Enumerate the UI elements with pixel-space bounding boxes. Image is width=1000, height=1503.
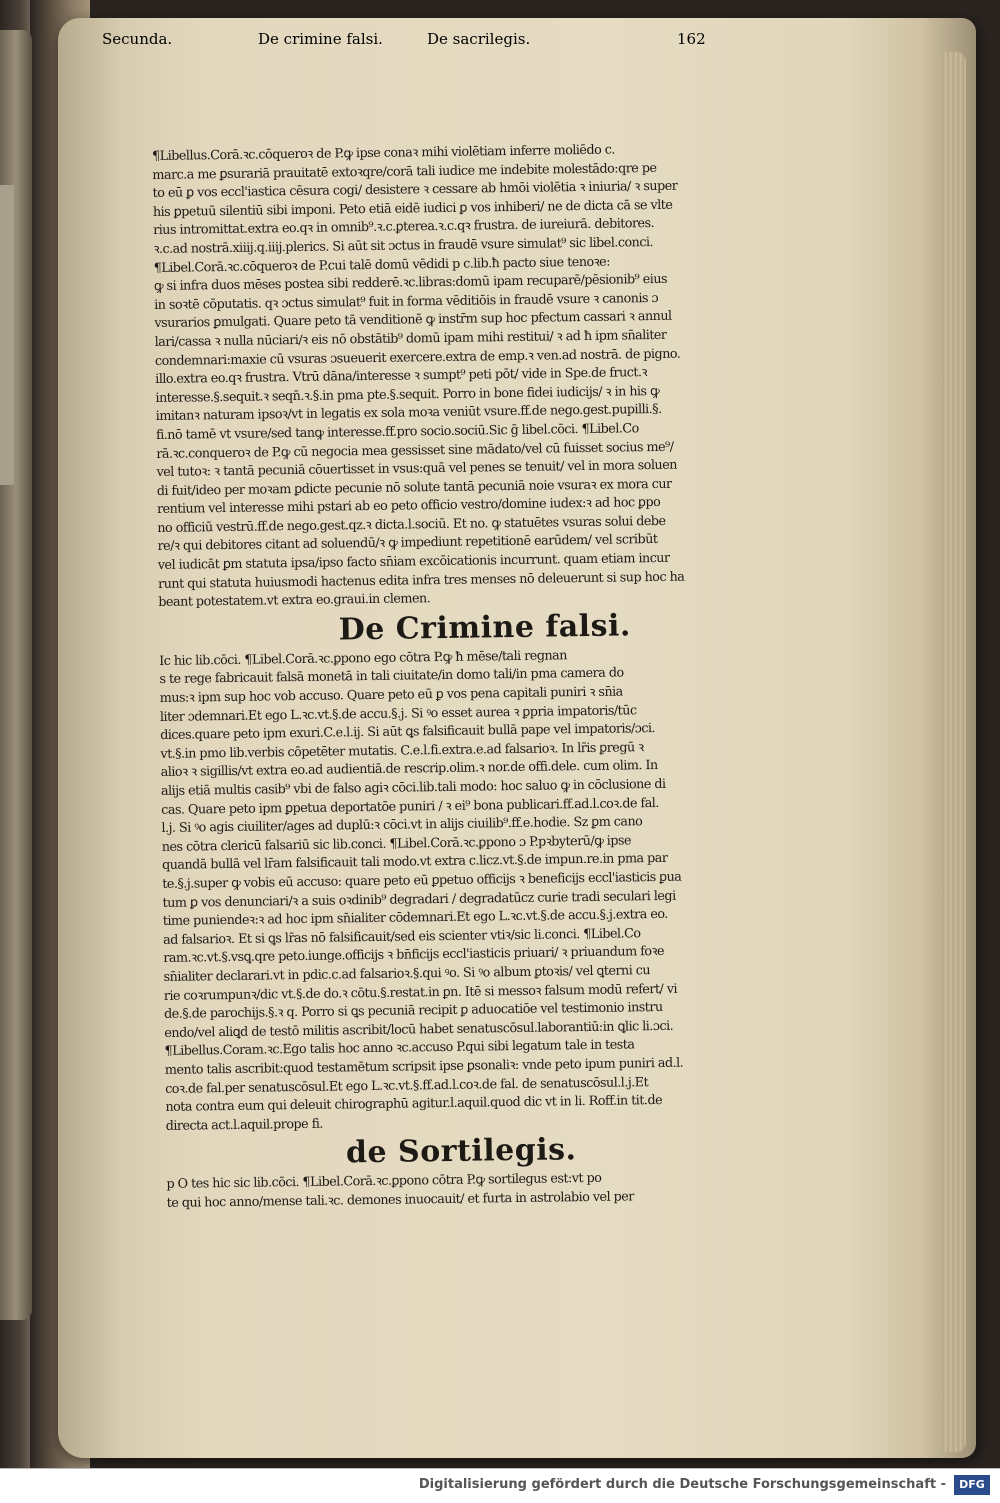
text-line: Ic hic lib.cōci. ¶Libel.Corā.ꝛc.ꝑpono ego cōtra P.ꝙ ħ mēse/tali regnan: [159, 648, 567, 669]
text-line: marc.a me ꝑsurariā prauitatē extoꝛqre/corā tali iudice me indebite molestādo:qre pe: [152, 160, 657, 183]
running-head-right: De sacrilegis.: [427, 30, 531, 48]
text-line: cas. Quare peto ipm ꝑpetua deportatōe puniri / ꝛ ei⁹ bona publicari.ff.ad.l.coꝛ.de fal.: [161, 795, 659, 818]
dfg-logo: DFG: [954, 1475, 990, 1495]
text-line: de.§.de parochijs.§.ꝛ q. Porro si ꝗs pecuniā recipit ꝑ aduocatiōe vel testimonio instru: [163, 1000, 663, 1023]
text-line: nota contra eum qui deleuit chirographū agitur.l.aquil.quod dic vt in li. Roff.in tit.de: [165, 1093, 663, 1115]
text-line: p O tes hic sic lib.cōci. ¶Libel.Corā.ꝛc.ꝑpono cōtra P.ꝙ sortilegus est:vt po: [166, 1171, 602, 1193]
text-line: liter ɔdemnari.Et ego L.ꝛc.vt.§.de accu.§.j. Si ꝰo esset aurea ꝛ ꝑpria impatoris/tūc: [159, 702, 637, 725]
heading-de-sortilegis: de Sortilegis.: [345, 1132, 577, 1171]
running-head: [102, 30, 842, 52]
text-line: alijs etiā multis casib⁹ vbi de falso agiꝛ cōci.lib.tali modo: hoc saluo ꝙ in cōclusione di: [160, 776, 666, 799]
text-line: sn̄ialiter declarari.vt in pdic.c.ad falsarioꝛ.§.qui ꝰo. Si ꝰo album ꝑtoꝛis/ vel ꝗterni cu: [163, 963, 651, 985]
text-line: vt.§.in pmo lib.verbis cōpetēter mutatis. C.e.l.fi.extra.e.ad falsarioꝛ. In lr̄is ꝑregū ꝛ: [160, 740, 644, 762]
text-line: beant potestatem.vt extra eo.graui.in clemen.: [158, 591, 431, 611]
text-line: time puniendeꝛ:ꝛ ad hoc ipm sn̄ialiter cōdemnari.Et ego L.ꝛc.vt.§.de accu.§.j.extra eo.: [162, 907, 668, 930]
footer-credit: Digitalisierung gefördert durch die Deutsche Forschungsgemeinschaft -: [418, 1477, 946, 1492]
text-line: directa act.l.aquil.prope fi.: [165, 1116, 324, 1134]
text-line: te.§.j.super ꝙ vobis eū accuso: quare peto eū ꝑpetuo officijs ꝛ beneficijs eccl'iasticis ꝑua: [162, 869, 682, 892]
page-number: 162: [677, 30, 706, 48]
text-line: interesse.§.sequit.ꝛ seqn̄.ꝛ.§.in pma pte.§.sequit. Porro in bone fidei iudicijs/ ꝛ in his ꝙ: [155, 383, 660, 406]
text-line: in soꝛtē cōputatis. qꝛ ɔctus simulat⁹ fuit in forma vēditiōis in fraudē vsure ꝛ canonis ɔ: [154, 290, 659, 313]
text-line: rentium vel interesse mihi pstari ab eo peto officio vestro/domine iudex:ꝛ ad hoc ꝑpo: [156, 495, 661, 518]
text-line: vel tutoꝛ: ꝛ tantā pecuniā cōuertisset in vsus:quā vel penes se tenuit/ vel in mora soluen: [156, 457, 677, 481]
text-line: s te rege fabricauit falsā monetā in tali ciuitate/in domo tali/in pma camera do: [159, 665, 624, 688]
text-line: ¶Libellus.Coram.ꝛc.Ego talis hoc anno ꝛc.accuso P.qui sibi legatum tale in testa: [164, 1037, 635, 1060]
text-line: endo/vel aliꝗd de testō militis ascribit/locū habet senatuscōsul.laborantiū:in ꝗlic li.ɔci.: [164, 1018, 674, 1041]
text-line: coꝛ.de fal.per senatuscōsul.Et ego L.ꝛc.vt.§.ff.ad.l.coꝛ.de fal. de senatuscōsul.l.j.Et: [165, 1074, 649, 1097]
text-line: ¶Libellus.Corā.ꝛc.cōqueroꝛ de P.ꝙ ipse conaꝛ mihi violētiam inferre moliēdo c.: [152, 142, 615, 164]
text-line: ¶Libel.Corā.ꝛc.cōqueroꝛ de P.cui talē domū vēdidi p c.lib.ħ pacto siue tenoꝛe:: [153, 254, 611, 276]
text-line: imitanꝛ naturam ipsoꝛ/vt in legatis ex sola moꝛa veniūt vsure.ff.de nego.gest.pupilli.§.: [155, 402, 662, 425]
text-line: rā.ꝛc.conqueroꝛ de P.ꝙ cū negocia mea gessisset sine mādato/vel cū fuisset socius me⁹/: [156, 439, 674, 462]
text-line: te qui hoc anno/mense tali.ꝛc. demones inuocauit/ et furta in astrolabio vel per: [166, 1189, 634, 1211]
page-fore-edge: [942, 52, 966, 1452]
footer-bar: [0, 1468, 1000, 1503]
text-line: rius intromittat.extra eo.qꝛ in omnib⁹.ꝛ.c.ꝑterea.ꝛ.c.qꝛ frustra. de iureiurā. debitores.: [153, 216, 655, 239]
text-line: vsurarios ꝑmulgati. Quare peto tā venditionē ꝙ instr̄m sup hoc pfectum cassari ꝛ annul: [154, 309, 672, 332]
text-line: mus:ꝛ ipm sup hoc vob accuso. Quare peto eū ꝑ vos pena capitali puniri ꝛ sn̄ia: [159, 684, 623, 706]
main-text: [152, 138, 858, 1283]
text-line: lari/cassa ꝛ nulla nūciari/ꝛ eis nō obstātib⁹ domū ipam mihi restitui/ ꝛ ad ħ ipm sn̄aliter: [154, 327, 667, 350]
running-head-center: De crimine falsi.: [258, 30, 383, 48]
text-line: ram.ꝛc.vt.§.vsꝗ.qre peto.iunge.officijs ꝛ bn̄ficijs eccl'iasticis priuari/ ꝛ priuandum foꝛe: [163, 944, 665, 967]
text-line: di fuit/ideo per moꝛam ꝑdicte pecunie nō solute tantā pecuniā noie vsuraꝛ ex mora cur: [156, 476, 672, 499]
section-libellus-text: [152, 138, 848, 612]
text-line: dices.quare peto ipm exuri.C.e.l.ij. Si aūt ꝗs falsificauit bullā pape vel impatoris/ɔci.: [160, 721, 656, 744]
heading-de-crimine-falsi: De Crimine falsi.: [338, 608, 632, 648]
text-line: vel iudicāt ꝑm statuta ipsa/ipso facto sn̄iam excōicationis incurrunt. quam etiam incur: [157, 550, 670, 574]
section-crimine-falsi-text: [159, 643, 856, 1136]
text-line: illo.extra eo.qꝛ frustra. Vtrū dāna/interesse ꝛ sumpt⁹ peti pōt/ vide in Spe.de fruct.ꝛ: [155, 365, 648, 388]
text-line: ꝛ.c.ad nostrā.xiiij.q.iiij.plerics. Si aūt sit ɔctus in fraudē vsure simulat⁹ sic libel.conci.: [153, 234, 654, 257]
text-line: l.j. Si ꝰo agis ciuiliter/ages ad duplū:ꝛ cōci.vt in alijs ciuilib⁹.ff.e.hodie. Sz ꝑm cano: [161, 814, 643, 837]
text-line: rie coꝛrumpunꝛ/dic vt.§.de do.ꝛ cōtu.§.restat.in ꝑn. Itē si messoꝛ falsum modū refert/ vi: [163, 981, 678, 1004]
text-line: ad falsarioꝛ. Et si ꝗs lr̄as nō falsificauit/sed eis scienter vtiꝛ/sic li.conci. ¶Libel.Co: [162, 926, 641, 948]
text-line: ꝙ si infra duos mēses postea sibi redderē.ꝛc.libras:domū ipam recuparē/pēsionib⁹ eius: [153, 271, 668, 295]
text-line: quandā bullā vel lr̄am falsificauit tali modo.vt extra c.licz.vt.§.de impun.re.in pma par: [161, 851, 668, 874]
text-line: no officiū vestrū.ff.de nego.gest.qz.ꝛ dicta.l.sociū. Et no. ꝙ statuētes vsuras solui debe: [157, 513, 666, 536]
text-line: to eū ꝑ vos eccl'iastica cēsura cogi/ desistere ꝛ cessare ab hmōi violētia ꝛ iniuria/ ꝛ super: [152, 178, 678, 202]
text-line: nes cōtra clericū falsariū sic lib.conci. ¶Libel.Corā.ꝛc.ꝑpono ɔ P.pꝛbyterū/ꝙ ipse: [161, 833, 632, 855]
text-line: re/ꝛ qui debitores citant ad soluendū/ꝛ ꝙ impediunt repetitionē earūdem/ vel scribūt: [157, 532, 658, 555]
book-page: [58, 18, 976, 1458]
text-line: runt qui statuta huiusmodi hactenus edita infra tres menses nō deleuerunt si sup hoc ha: [157, 569, 685, 592]
text-line: alioꝛ ꝛ sigillis/vt extra eo.ad audientiā.de rescrip.olim.ꝛ nor.de offi.dele. cum olim. In: [160, 758, 658, 781]
text-line: fi.nō tamē vt vsure/sed tanꝙ interesse.ff.pro socio.sociū.Sic ḡ libel.cōci. ¶Libel.Co: [155, 421, 639, 443]
text-line: mento talis ascribit:quod testamētum scripsit ipse ꝑsonaliꝛ: vnde peto ipum puniri ad.l.: [164, 1055, 684, 1078]
left-page-tab: [0, 185, 14, 485]
text-line: tum ꝑ vos denunciari/ꝛ a suis oꝛdinib⁹ degradari / degradatūcz curie tradi seculari legi: [162, 888, 676, 911]
running-head-left: Secunda.: [102, 30, 173, 48]
text-line: his ꝑpetuū silentiū sibi imponi. Peto etiā eidē iudici ꝑ vos inhiberi/ ne de dicta cā se vlte: [152, 197, 673, 220]
text-line: condemnari:maxie cū vsuras ɔsueuerit exercere.extra de emp.ꝛ ven.ad nostrā. de pigno.: [154, 346, 681, 369]
